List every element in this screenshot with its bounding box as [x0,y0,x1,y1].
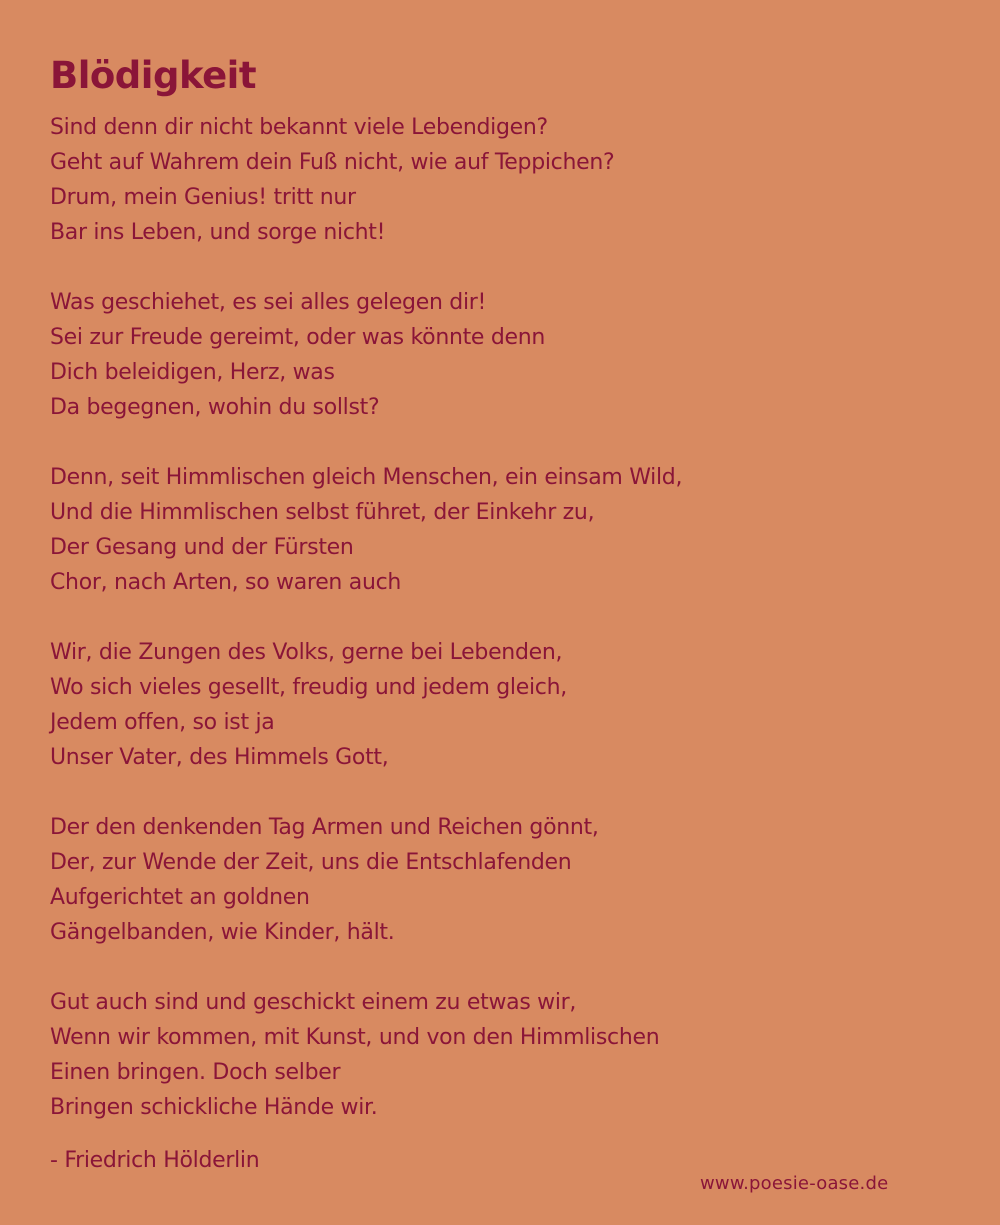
poem-title: Blödigkeit [50,54,257,97]
poem-line: Und die Himmlischen selbst führet, der Einkehr zu, [50,500,595,525]
poem-author: - Friedrich Hölderlin [50,1148,260,1173]
stanza-4 [50,635,950,775]
poem-line: Denn, seit Himmlischen gleich Menschen, ein einsam Wild, [50,465,683,490]
poem-line: Wir, die Zungen des Volks, gerne bei Lebenden, [50,640,563,665]
poem-line: Was geschiehet, es sei alles gelegen dir! [50,290,487,315]
poem-line: Geht auf Wahrem dein Fuß nicht, wie auf Teppichen? [50,150,615,175]
poem-line: Der, zur Wende der Zeit, uns die Entschlafenden [50,850,572,875]
poem-line: Drum, mein Genius! tritt nur [50,185,356,210]
stanza-5 [50,810,950,950]
poem-line: Der den denkenden Tag Armen und Reichen gönnt, [50,815,599,840]
stanza-3 [50,460,950,600]
poem-line: Einen bringen. Doch selber [50,1060,341,1085]
poem-line: Wo sich vieles gesellt, freudig und jedem gleich, [50,675,567,700]
poem-line: Dich beleidigen, Herz, was [50,360,335,385]
stanza-1 [50,110,950,250]
poem-line: Gut auch sind und geschickt einem zu etwas wir, [50,990,577,1015]
poem-line: Wenn wir kommen, mit Kunst, und von den Himmlischen [50,1025,660,1050]
poem-line: Sind denn dir nicht bekannt viele Lebendigen? [50,115,548,140]
poem-line: Sei zur Freude gereimt, oder was könnte denn [50,325,546,350]
poem-line: Gängelbanden, wie Kinder, hält. [50,920,395,945]
poem-line: Da begegnen, wohin du sollst? [50,395,380,420]
website-credit: www.poesie-oase.de [700,1173,889,1194]
poem-body [50,110,950,1160]
poem-line: Aufgerichtet an goldnen [50,885,310,910]
poem-line: Chor, nach Arten, so waren auch [50,570,402,595]
poem-line: Bar ins Leben, und sorge nicht! [50,220,386,245]
poem-line: Unser Vater, des Himmels Gott, [50,745,389,770]
stanza-6 [50,985,950,1125]
poem-line: Der Gesang und der Fürsten [50,535,354,560]
stanza-2 [50,285,950,425]
poem-line: Jedem offen, so ist ja [50,710,275,735]
poem-line: Bringen schickliche Hände wir. [50,1095,378,1120]
